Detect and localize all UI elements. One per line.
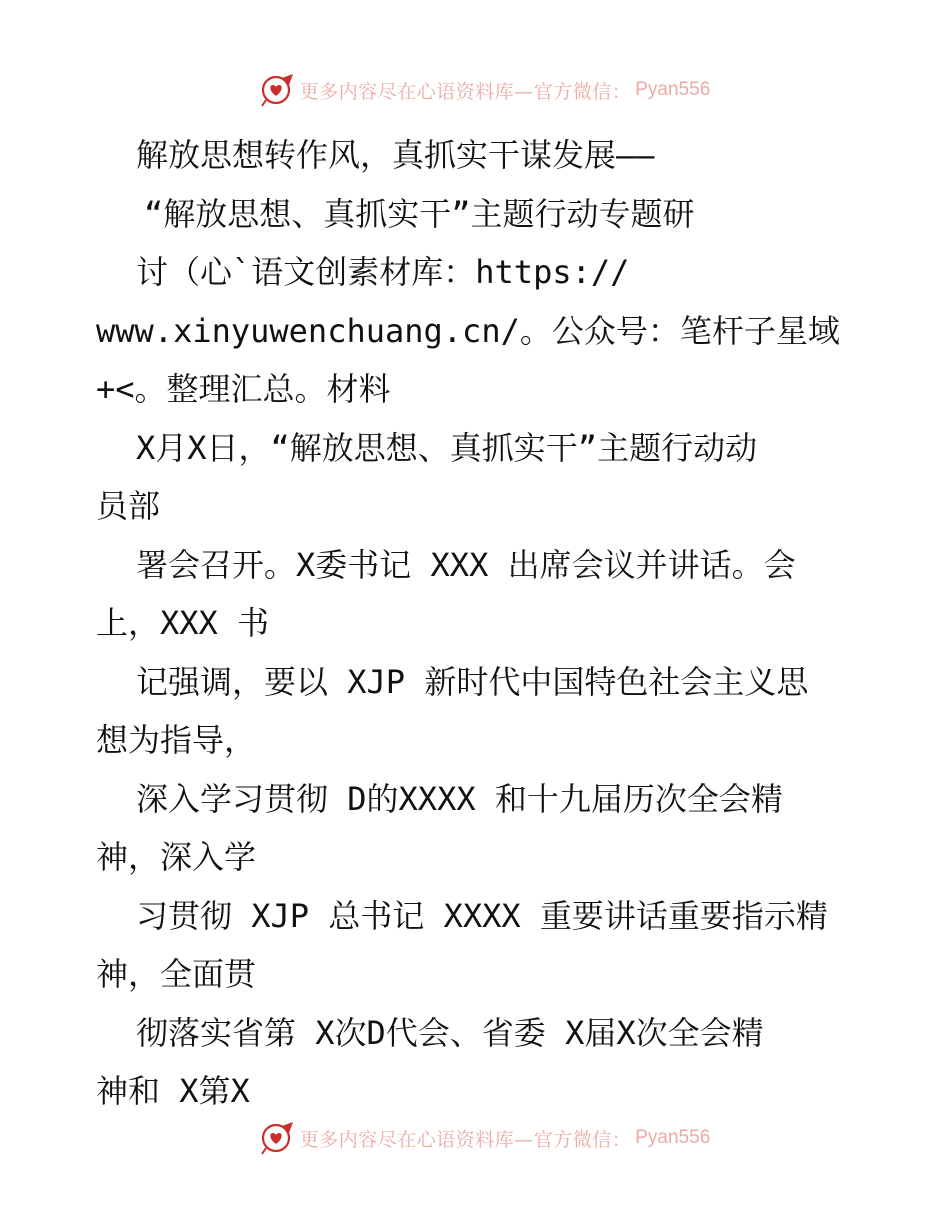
heart-pen-logo-icon bbox=[260, 72, 296, 108]
text-line: X月X日，“解放思想、真抓实干”主题行动动 bbox=[136, 428, 758, 467]
text-line: 记强调，要以 XJP 新时代中国特色社会主义思 bbox=[136, 662, 809, 701]
text-line: 员部 bbox=[96, 487, 161, 525]
text-line: 神和 X第X bbox=[96, 1072, 250, 1110]
text-line: +<。整理汇总。材料 bbox=[96, 370, 391, 408]
footer-wechat-id: Pyan556 bbox=[635, 1127, 711, 1148]
document-body bbox=[96, 126, 856, 1121]
text-line: www.xinyuwenchuang.cn/。公众号：笔杆子星域 bbox=[96, 311, 840, 350]
footer-slogan: 更多内容尽在心语资料库—官方微信： bbox=[299, 1128, 632, 1151]
text-line: 解放思想转作风，真抓实干谋发展—— bbox=[136, 136, 655, 174]
text-line: 想为指导， bbox=[96, 721, 257, 759]
heart-pen-logo-icon bbox=[260, 1120, 296, 1156]
text-line: 神，全面贯 bbox=[96, 955, 257, 993]
header-banner-inner bbox=[260, 72, 711, 108]
text-line: 神，深入学 bbox=[96, 838, 257, 876]
header-wechat-id: Pyan556 bbox=[635, 79, 711, 100]
footer-banner bbox=[0, 1118, 950, 1158]
text-line: 深入学习贯彻 D的XXXX 和十九届历次全会精 bbox=[136, 779, 783, 818]
footer-banner-inner bbox=[260, 1120, 711, 1156]
text-line: 署会召开。X委书记 XXX 出席会议并讲话。会 bbox=[136, 545, 796, 584]
header-banner bbox=[0, 70, 950, 110]
text-line: 上，XXX 书 bbox=[96, 604, 270, 642]
text-line: 讨（心`语文创素材库：https:// bbox=[136, 253, 630, 291]
text-line: “解放思想、真抓实干”主题行动专题研 bbox=[144, 194, 695, 233]
header-slogan: 更多内容尽在心语资料库—官方微信： bbox=[299, 80, 632, 103]
text-line: 彻落实省第 X次D代会、省委 X届X次全会精 bbox=[136, 1013, 764, 1052]
text-line: 习贯彻 XJP 总书记 XXXX 重要讲话重要指示精 bbox=[136, 896, 828, 935]
